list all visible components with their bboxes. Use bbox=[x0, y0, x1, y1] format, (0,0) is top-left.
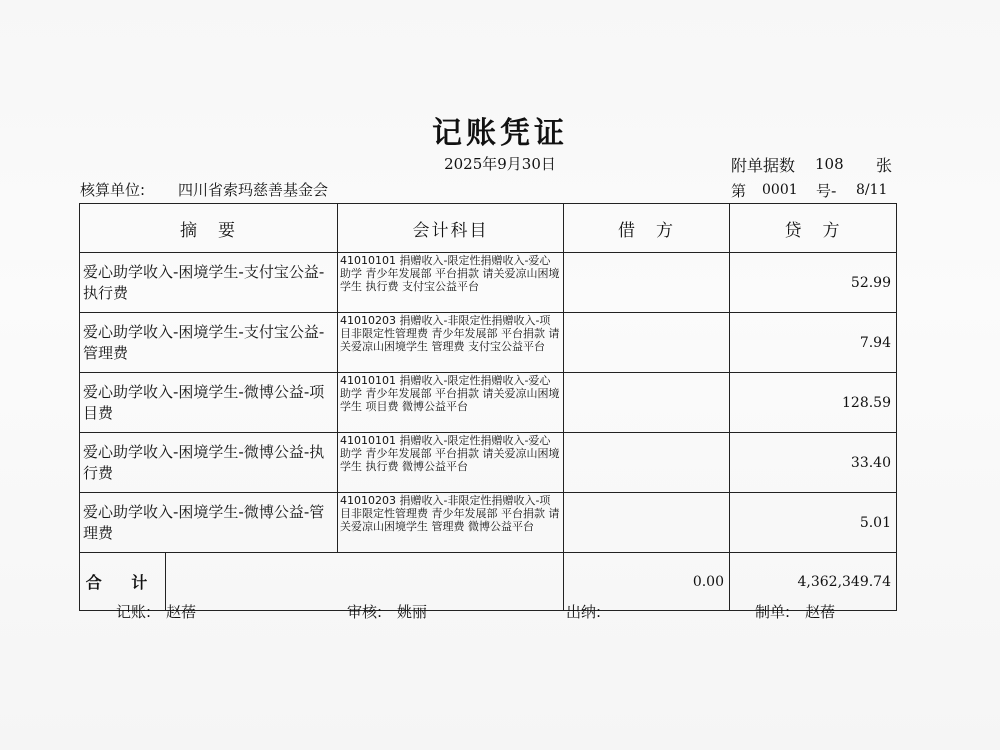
entry-debit bbox=[564, 313, 730, 373]
attachment-count: 108 bbox=[815, 155, 844, 173]
table-row bbox=[80, 373, 897, 433]
reviewer-signature: 审核: 姚丽 bbox=[347, 603, 428, 621]
accounting-unit-value: 四川省索玛慈善基金会 bbox=[178, 181, 329, 199]
col-credit: 贷 方 bbox=[730, 204, 897, 253]
voucher-title: 记账凭证 bbox=[432, 116, 568, 151]
voucher-no-value: 0001 bbox=[762, 182, 798, 198]
bookkeeper-signature: 记账: 赵蓓 bbox=[116, 603, 197, 621]
header-row bbox=[80, 204, 897, 253]
attachment-label: 附单据数 bbox=[731, 156, 796, 175]
col-summary: 摘 要 bbox=[80, 204, 338, 253]
entry-summary: 爱心助学收入-困境学生-微博公益-执行费 bbox=[80, 433, 338, 493]
total-label: 合 计 bbox=[80, 553, 166, 611]
entry-account: 41010101 捐赠收入-限定性捐赠收入-爱心助学 青少年发展部 平台捐款 请关爱凉山困境学生 执行费 微博公益平台 bbox=[338, 433, 564, 493]
entry-debit bbox=[564, 433, 730, 493]
attachment-unit: 张 bbox=[876, 156, 893, 175]
entry-debit bbox=[564, 373, 730, 433]
entry-account: 41010101 捐赠收入-限定性捐赠收入-爱心助学 青少年发展部 平台捐款 请关爱凉山困境学生 执行费 支付宝公益平台 bbox=[338, 253, 564, 313]
entry-credit: 33.40 bbox=[730, 433, 897, 493]
entry-account: 41010101 捐赠收入-限定性捐赠收入-爱心助学 青少年发展部 平台捐款 请关爱凉山困境学生 项目费 微博公益平台 bbox=[338, 373, 564, 433]
voucher-table bbox=[79, 203, 897, 611]
table-row bbox=[80, 433, 897, 493]
entry-summary: 爱心助学收入-困境学生-微博公益-管理费 bbox=[80, 493, 338, 553]
col-debit: 借 方 bbox=[564, 204, 730, 253]
cashier-signature: 出纳: bbox=[566, 603, 602, 621]
voucher-no-prefix: 第 bbox=[731, 182, 747, 200]
voucher-no-suffix: 号- bbox=[816, 182, 837, 200]
entry-credit: 128.59 bbox=[730, 373, 897, 433]
voucher-page: 8/11 bbox=[856, 182, 888, 198]
accounting-unit-label: 核算单位: bbox=[80, 181, 146, 199]
entry-summary: 爱心助学收入-困境学生-支付宝公益-执行费 bbox=[80, 253, 338, 313]
voucher-date: 2025年9月30日 bbox=[444, 155, 556, 173]
table-row bbox=[80, 493, 897, 553]
entry-credit: 7.94 bbox=[730, 313, 897, 373]
entry-credit: 52.99 bbox=[730, 253, 897, 313]
entry-summary: 爱心助学收入-困境学生-支付宝公益-管理费 bbox=[80, 313, 338, 373]
table-row bbox=[80, 313, 897, 373]
total-credit: 4,362,349.74 bbox=[730, 553, 897, 611]
entry-account: 41010203 捐赠收入-非限定性捐赠收入-项目非限定性管理费 青少年发展部 平台捐款 请关爱凉山困境学生 管理费 支付宝公益平台 bbox=[338, 313, 564, 373]
table-row bbox=[80, 253, 897, 313]
entry-summary: 爱心助学收入-困境学生-微博公益-项目费 bbox=[80, 373, 338, 433]
preparer-signature: 制单: 赵蓓 bbox=[755, 603, 836, 621]
entry-debit bbox=[564, 493, 730, 553]
col-account: 会计科目 bbox=[338, 204, 564, 253]
entry-account: 41010203 捐赠收入-非限定性捐赠收入-项目非限定性管理费 青少年发展部 平台捐款 请关爱凉山困境学生 管理费 微博公益平台 bbox=[338, 493, 564, 553]
entry-credit: 5.01 bbox=[730, 493, 897, 553]
total-debit: 0.00 bbox=[564, 553, 730, 611]
entry-debit bbox=[564, 253, 730, 313]
